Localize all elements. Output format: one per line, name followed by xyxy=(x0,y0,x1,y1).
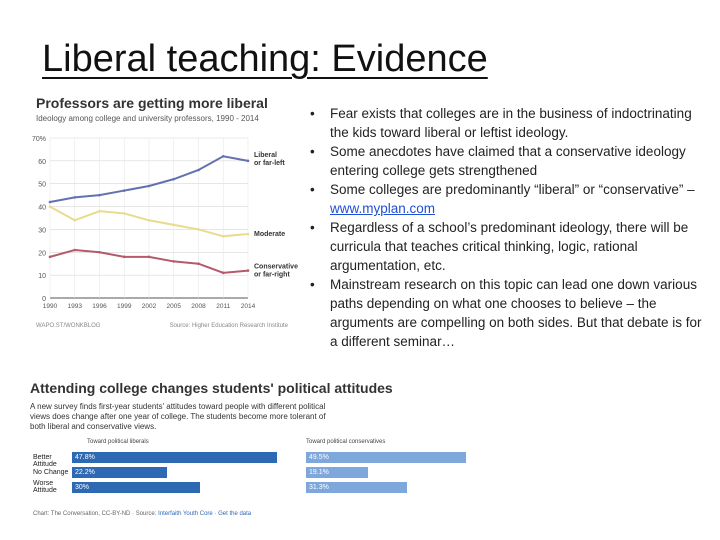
ideology-line-chart xyxy=(30,90,298,330)
data-point-moderate xyxy=(222,235,225,238)
data-point-liberal xyxy=(172,178,175,181)
bullet-text: Regardless of a school’s predominant ideology, there will be curricula that teaches critical thinking, logic, rational argumentation, etc. xyxy=(330,220,689,273)
bullet-icon: • xyxy=(310,277,315,292)
bullet-item xyxy=(310,180,705,218)
data-point-liberal xyxy=(73,196,76,199)
data-point-moderate xyxy=(98,210,101,213)
data-point-conservative xyxy=(222,272,225,275)
bullet-item xyxy=(310,218,705,275)
data-point-moderate xyxy=(197,228,200,231)
chart-title: Professors are getting more liberal xyxy=(36,95,268,111)
x-tick-label: 2014 xyxy=(240,303,256,310)
row-label-better-attitude: Better Attitude xyxy=(33,454,57,468)
data-point-conservative xyxy=(49,256,52,259)
x-tick-label: 2008 xyxy=(191,303,206,310)
chart-source: Chart: The Conversation, CC-BY-ND · Source: Interfaith Youth Core · Get the data xyxy=(33,511,252,517)
bar-liberals-worse-attitude xyxy=(72,482,200,493)
slide-title: Liberal teaching: Evidence xyxy=(42,38,488,80)
bullet-text: Some anecdotes have claimed that a conservative ideology entering college gets strengthened xyxy=(330,144,686,178)
attitude-bar-chart xyxy=(30,380,393,530)
data-point-liberal xyxy=(247,160,250,163)
data-point-moderate xyxy=(49,205,52,208)
chart-footer-right: Source: Higher Education Research Institute xyxy=(169,323,288,329)
data-point-moderate xyxy=(247,233,250,236)
bullet-icon: • xyxy=(310,182,315,197)
bullet-text: Mainstream research on this topic can lead one down various paths depending on what one chooses to believe – the arguments are compelling on both sides. But that debate is for a different seminar… xyxy=(330,277,702,349)
data-point-liberal xyxy=(98,194,101,197)
data-point-conservative xyxy=(123,256,126,259)
y-tick-label: 0 xyxy=(42,296,46,303)
x-tick-label: 2002 xyxy=(141,303,157,310)
bullet-item xyxy=(310,142,705,180)
bullet-item xyxy=(310,275,705,351)
y-tick-label: 20 xyxy=(38,250,46,258)
get-data-link[interactable]: Get the data xyxy=(218,511,252,517)
bar-value-label: 30% xyxy=(75,484,90,491)
data-point-moderate xyxy=(148,219,151,222)
data-point-liberal xyxy=(148,185,151,188)
data-point-conservative xyxy=(148,256,151,259)
y-tick-label: 10 xyxy=(38,273,46,281)
bullet-item xyxy=(310,104,705,142)
data-point-moderate xyxy=(73,219,76,222)
row-label-worse-attitude: Worse Attitude xyxy=(33,480,57,494)
myplan-link[interactable]: www.myplan.com xyxy=(330,201,436,216)
y-tick-label: 70% xyxy=(31,136,46,143)
chart-subtitle: Ideology among college and university professors, 1990 - 2014 xyxy=(36,114,259,123)
bar-value-label: 19.1% xyxy=(309,469,329,476)
x-tick-label: 1996 xyxy=(92,303,107,310)
data-point-liberal xyxy=(197,169,200,172)
bar-value-label: 31.3% xyxy=(309,484,329,491)
column-header-liberals: Toward political liberals xyxy=(87,439,149,445)
data-point-conservative xyxy=(197,262,200,265)
bullet-text: Some colleges are predominantly “liberal” or “conservative” – xyxy=(330,182,695,197)
data-point-moderate xyxy=(172,224,175,227)
chart-title: Attending college changes students' political attitudes xyxy=(30,380,393,396)
x-tick-label: 1993 xyxy=(67,303,82,310)
data-point-moderate xyxy=(123,212,126,215)
column-header-conservatives: Toward political conservatives xyxy=(306,439,386,445)
y-tick-label: 30 xyxy=(38,227,46,235)
data-point-conservative xyxy=(172,260,175,263)
legend-label-liberal: Liberal or far-left xyxy=(254,151,285,167)
row-label-no-change: No Change xyxy=(33,469,69,476)
x-tick-label: 2005 xyxy=(166,303,181,310)
bar-conservatives-better-attitude xyxy=(306,452,466,463)
data-point-liberal xyxy=(222,155,225,158)
y-tick-label: 40 xyxy=(38,204,46,212)
bullet-icon: • xyxy=(310,220,315,235)
bar-value-label: 49.5% xyxy=(309,454,329,461)
bullet-text: Fear exists that colleges are in the business of indoctrinating the kids toward liberal or leftist ideology. xyxy=(330,106,692,140)
chart-footer-left: WAPO.ST/WONKBLOG xyxy=(36,323,101,329)
bullet-list xyxy=(310,104,705,351)
legend-label-moderate: Moderate xyxy=(254,231,286,238)
data-point-conservative xyxy=(247,269,250,272)
data-point-conservative xyxy=(98,251,101,254)
bar-liberals-better-attitude xyxy=(72,452,277,463)
x-tick-label: 1990 xyxy=(42,303,58,310)
bullet-icon: • xyxy=(310,144,315,159)
chart-subtitle: A new survey finds first-year students' attitudes toward people with different political views does change after one year of college. The students become more tolerant of both liberal and conservative views. xyxy=(30,402,326,431)
y-tick-label: 50 xyxy=(38,181,46,189)
data-point-liberal xyxy=(123,189,126,192)
data-point-conservative xyxy=(73,249,76,252)
legend-label-conservative: Conservative or far-right xyxy=(254,263,298,279)
x-tick-label: 2011 xyxy=(216,303,231,310)
data-point-liberal xyxy=(49,201,52,204)
bar-value-label: 22.2% xyxy=(75,469,95,476)
bar-value-label: 47.8% xyxy=(75,454,95,461)
x-tick-label: 1999 xyxy=(117,303,132,310)
y-tick-label: 60 xyxy=(38,158,46,166)
bullet-icon: • xyxy=(310,106,315,121)
source-link-interfaith[interactable]: Interfaith Youth Core xyxy=(158,511,213,517)
